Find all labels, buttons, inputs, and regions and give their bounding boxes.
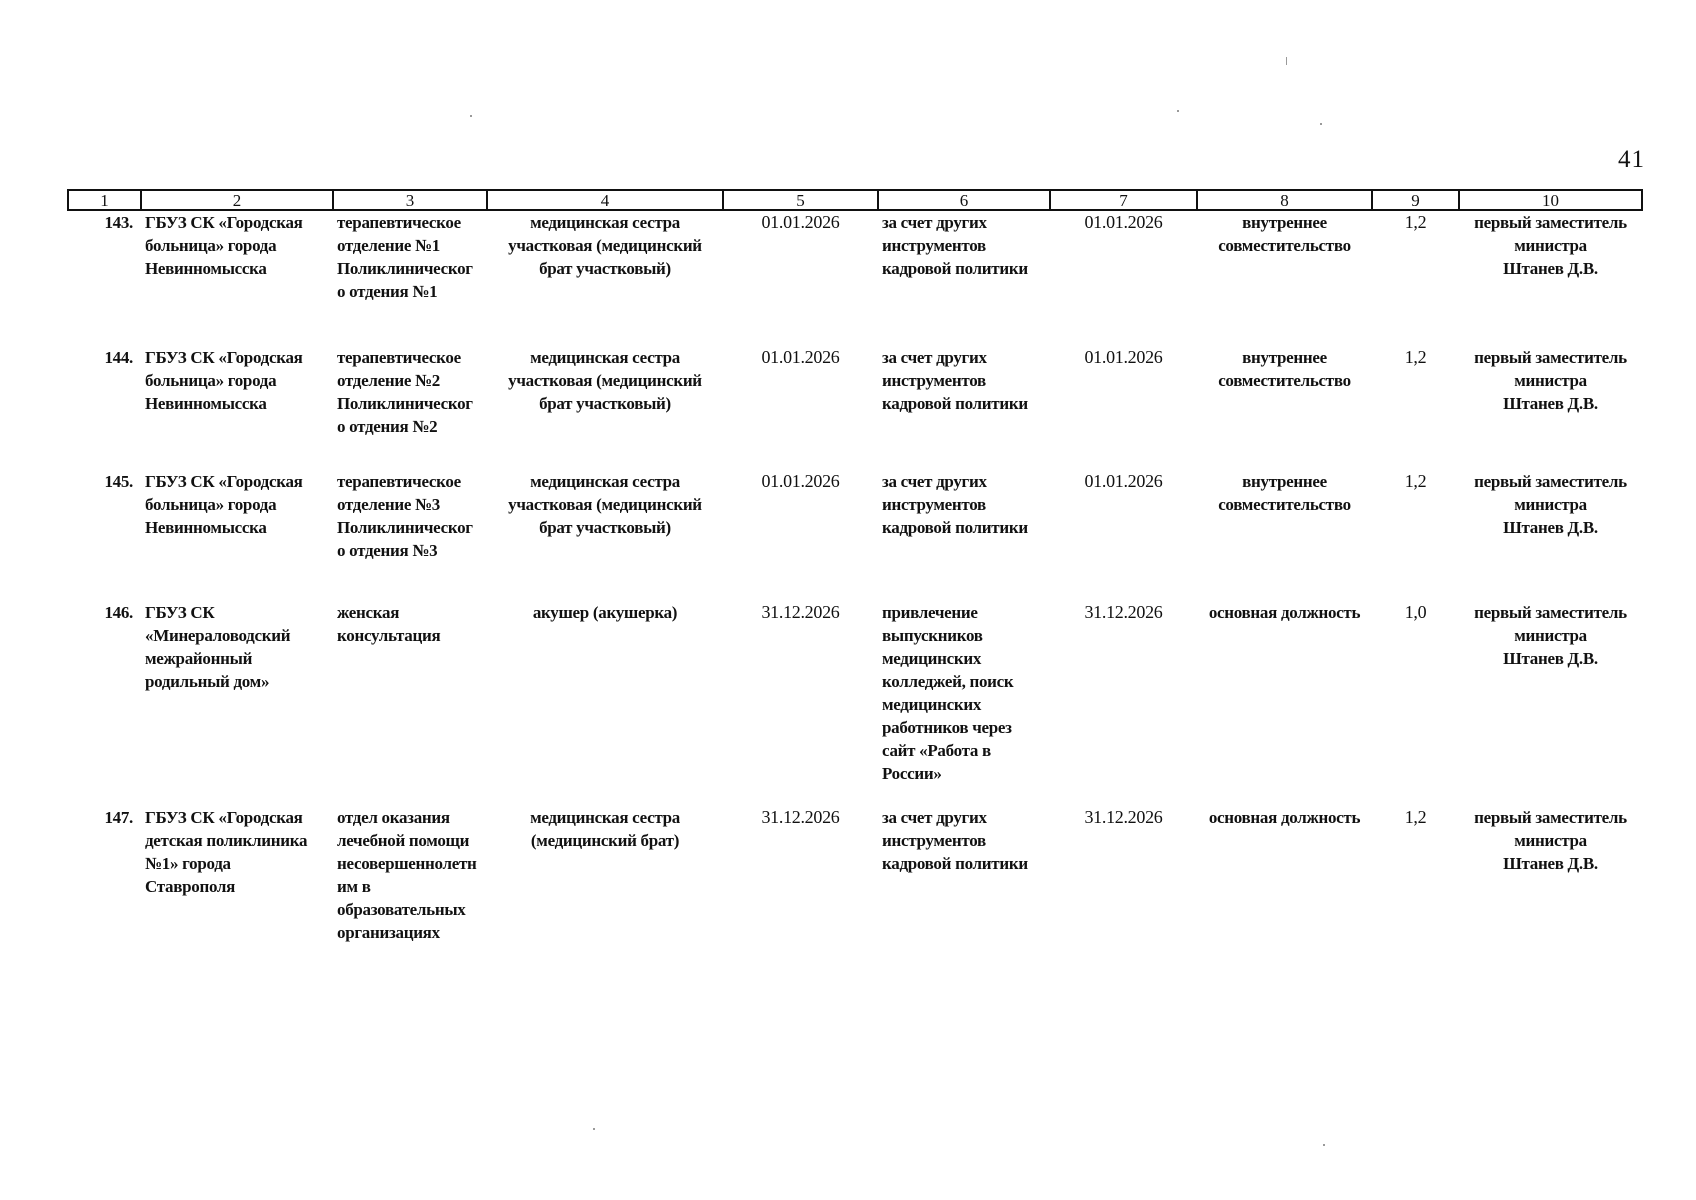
rate-cell: 1,2 (1404, 807, 1427, 827)
responsible-person-cell-line: первый заместитель (1474, 603, 1627, 622)
position-cell (487, 470, 723, 601)
responsible-person-cell-line: первый заместитель (1474, 472, 1627, 491)
employment-type-cell (1197, 601, 1372, 806)
method-cell-line: за счет других (882, 472, 987, 491)
position-cell-line: участковая (медицинский (508, 236, 702, 255)
method-cell-line: инструментов (882, 371, 986, 390)
responsible-person-cell-line: министра (1514, 495, 1587, 514)
organization-cell-line: родильный дом» (145, 672, 270, 691)
department-cell-line: организациях (337, 923, 440, 942)
responsible-person-cell (1459, 601, 1642, 806)
organization-cell (141, 210, 333, 346)
organization-cell-line: ГБУЗ СК «Городская (145, 213, 303, 232)
method-cell (878, 601, 1050, 806)
table-row (68, 346, 1642, 470)
column-number: 5 (723, 190, 878, 210)
method-cell-line: выпускников (882, 626, 983, 645)
column-number-header (68, 190, 1642, 210)
department-cell (333, 806, 487, 966)
department-cell (333, 470, 487, 601)
method-cell-line: за счет других (882, 348, 987, 367)
organization-cell (141, 601, 333, 806)
position-cell-line: брат участковый) (539, 518, 671, 537)
department-cell-line: им в (337, 877, 371, 896)
position-cell-line: участковая (медицинский (508, 371, 702, 390)
department-cell-line: о отдения №1 (337, 282, 438, 301)
row-number: 143. (104, 213, 133, 232)
scan-artifact (1286, 57, 1287, 65)
column-number: 9 (1372, 190, 1459, 210)
department-cell-line: образовательных (337, 900, 466, 919)
method-cell-line: кадровой политики (882, 259, 1028, 278)
table-row (68, 210, 1642, 346)
organization-cell-line: больница» города (145, 371, 277, 390)
rate-cell: 1,2 (1404, 347, 1427, 367)
employment-type-cell-line: основная должность (1208, 808, 1361, 827)
department-cell-line: терапевтическое (337, 348, 461, 367)
department-cell-line: Поликлиническог (337, 259, 473, 278)
end-date-cell: 01.01.2026 (1084, 212, 1163, 232)
department-cell (333, 346, 487, 470)
organization-cell-line: межрайонный (145, 649, 253, 668)
method-cell-line: работников через (882, 718, 1012, 737)
rate-cell: 1,2 (1404, 212, 1427, 232)
column-number: 10 (1459, 190, 1642, 210)
method-cell-line: медицинских (882, 695, 982, 714)
organization-cell-line: больница» города (145, 495, 277, 514)
position-cell (487, 210, 723, 346)
start-date-cell: 31.12.2026 (761, 807, 840, 827)
row-number: 144. (104, 348, 133, 367)
department-cell-line: лечебной помощи (337, 831, 470, 850)
method-cell (878, 210, 1050, 346)
organization-cell-line: Ставрополя (145, 877, 236, 896)
method-cell-line: сайт «Работа в (882, 741, 991, 760)
position-cell (487, 346, 723, 470)
employment-type-cell-line: совместительство (1218, 371, 1351, 390)
method-cell-line: инструментов (882, 495, 986, 514)
position-cell-line: брат участковый) (539, 394, 671, 413)
start-date-cell: 01.01.2026 (761, 347, 840, 367)
department-cell-line: Поликлиническог (337, 394, 473, 413)
column-number: 1 (68, 190, 141, 210)
responsible-person-cell-line: Штанев Д.В. (1503, 259, 1598, 278)
data-table (67, 189, 1643, 966)
page-number: 41 (1618, 146, 1645, 173)
department-cell-line: отделение №3 (337, 495, 440, 514)
scan-artifact (593, 1128, 595, 1130)
responsible-person-cell (1459, 346, 1642, 470)
department-cell (333, 210, 487, 346)
responsible-person-cell (1459, 470, 1642, 601)
scan-artifact (1323, 1144, 1325, 1146)
position-cell (487, 806, 723, 966)
organization-cell-line: Невинномысска (145, 259, 267, 278)
department-cell-line: отделение №1 (337, 236, 440, 255)
department-cell-line: о отдения №2 (337, 417, 438, 436)
employment-type-cell-line: внутреннее (1242, 213, 1327, 232)
responsible-person-cell-line: министра (1514, 371, 1587, 390)
column-number: 3 (333, 190, 487, 210)
position-cell-line: брат участковый) (539, 259, 671, 278)
row-number: 146. (104, 603, 133, 622)
department-cell-line: о отдения №3 (337, 541, 438, 560)
employment-type-cell (1197, 210, 1372, 346)
employment-type-cell-line: внутреннее (1242, 472, 1327, 491)
responsible-person-cell-line: Штанев Д.В. (1503, 649, 1598, 668)
method-cell-line: кадровой политики (882, 518, 1028, 537)
position-cell-line: медицинская сестра (530, 213, 680, 232)
method-cell (878, 346, 1050, 470)
table-body (68, 210, 1642, 966)
organization-cell-line: Невинномысска (145, 394, 267, 413)
start-date-cell: 01.01.2026 (761, 212, 840, 232)
row-number: 147. (104, 808, 133, 827)
organization-cell-line: детская поликлиника (145, 831, 308, 850)
column-number: 6 (878, 190, 1050, 210)
scan-artifact (1177, 110, 1179, 112)
position-cell-line: медицинская сестра (530, 808, 680, 827)
column-number: 2 (141, 190, 333, 210)
organization-cell-line: №1» города (145, 854, 231, 873)
method-cell-line: медицинских (882, 649, 982, 668)
method-cell-line: за счет других (882, 808, 987, 827)
employment-type-cell-line: совместительство (1218, 236, 1351, 255)
responsible-person-cell-line: Штанев Д.В. (1503, 518, 1598, 537)
organization-cell (141, 470, 333, 601)
table-row (68, 806, 1642, 966)
end-date-cell: 01.01.2026 (1084, 471, 1163, 491)
rate-cell: 1,2 (1404, 471, 1427, 491)
method-cell-line: колледжей, поиск (882, 672, 1014, 691)
end-date-cell: 01.01.2026 (1084, 347, 1163, 367)
responsible-person-cell-line: Штанев Д.В. (1503, 854, 1598, 873)
employment-type-cell (1197, 346, 1372, 470)
responsible-person-cell-line: первый заместитель (1474, 213, 1627, 232)
responsible-person-cell-line: министра (1514, 626, 1587, 645)
end-date-cell: 31.12.2026 (1084, 807, 1163, 827)
organization-cell (141, 806, 333, 966)
organization-cell-line: ГБУЗ СК «Городская (145, 808, 303, 827)
organization-cell (141, 346, 333, 470)
column-number: 7 (1050, 190, 1197, 210)
position-cell-line: медицинская сестра (530, 348, 680, 367)
responsible-person-cell (1459, 806, 1642, 966)
organization-cell-line: «Минераловодский (145, 626, 291, 645)
position-cell-line: (медицинский брат) (530, 831, 680, 850)
position-cell-line: медицинская сестра (530, 472, 680, 491)
position-cell-line: акушер (акушерка) (532, 603, 678, 622)
responsible-person-cell-line: первый заместитель (1474, 348, 1627, 367)
employment-type-cell (1197, 806, 1372, 966)
department-cell-line: отдел оказания (337, 808, 450, 827)
department-cell-line: консультация (337, 626, 441, 645)
method-cell (878, 806, 1050, 966)
organization-cell-line: ГБУЗ СК «Городская (145, 348, 303, 367)
method-cell-line: кадровой политики (882, 854, 1028, 873)
method-cell-line: за счет других (882, 213, 987, 232)
department-cell-line: несовершеннолетн (337, 854, 477, 873)
responsible-person-cell-line: министра (1514, 831, 1587, 850)
department-cell-line: терапевтическое (337, 213, 461, 232)
method-cell-line: привлечение (882, 603, 978, 622)
row-number: 145. (104, 472, 133, 491)
position-cell-line: участковая (медицинский (508, 495, 702, 514)
department-cell-line: Поликлиническог (337, 518, 473, 537)
method-cell-line: России» (882, 764, 942, 783)
responsible-person-cell-line: первый заместитель (1474, 808, 1627, 827)
method-cell (878, 470, 1050, 601)
organization-cell-line: ГБУЗ СК «Городская (145, 472, 303, 491)
column-number: 8 (1197, 190, 1372, 210)
start-date-cell: 31.12.2026 (761, 602, 840, 622)
employment-type-cell-line: основная должность (1208, 603, 1361, 622)
table-row (68, 470, 1642, 601)
department-cell (333, 601, 487, 806)
department-cell-line: отделение №2 (337, 371, 440, 390)
scan-artifact (470, 115, 472, 117)
responsible-person-cell-line: министра (1514, 236, 1587, 255)
responsible-person-cell (1459, 210, 1642, 346)
employment-type-cell-line: внутреннее (1242, 348, 1327, 367)
start-date-cell: 01.01.2026 (761, 471, 840, 491)
organization-cell-line: ГБУЗ СК (145, 603, 215, 622)
end-date-cell: 31.12.2026 (1084, 602, 1163, 622)
rate-cell: 1,0 (1404, 602, 1427, 622)
column-number: 4 (487, 190, 723, 210)
department-cell-line: женская (337, 603, 400, 622)
scan-artifact (1320, 123, 1322, 125)
employment-type-cell (1197, 470, 1372, 601)
method-cell-line: инструментов (882, 236, 986, 255)
department-cell-line: терапевтическое (337, 472, 461, 491)
table-row (68, 601, 1642, 806)
method-cell-line: кадровой политики (882, 394, 1028, 413)
organization-cell-line: больница» города (145, 236, 277, 255)
responsible-person-cell-line: Штанев Д.В. (1503, 394, 1598, 413)
position-cell (487, 601, 723, 806)
method-cell-line: инструментов (882, 831, 986, 850)
employment-type-cell-line: совместительство (1218, 495, 1351, 514)
organization-cell-line: Невинномысска (145, 518, 267, 537)
